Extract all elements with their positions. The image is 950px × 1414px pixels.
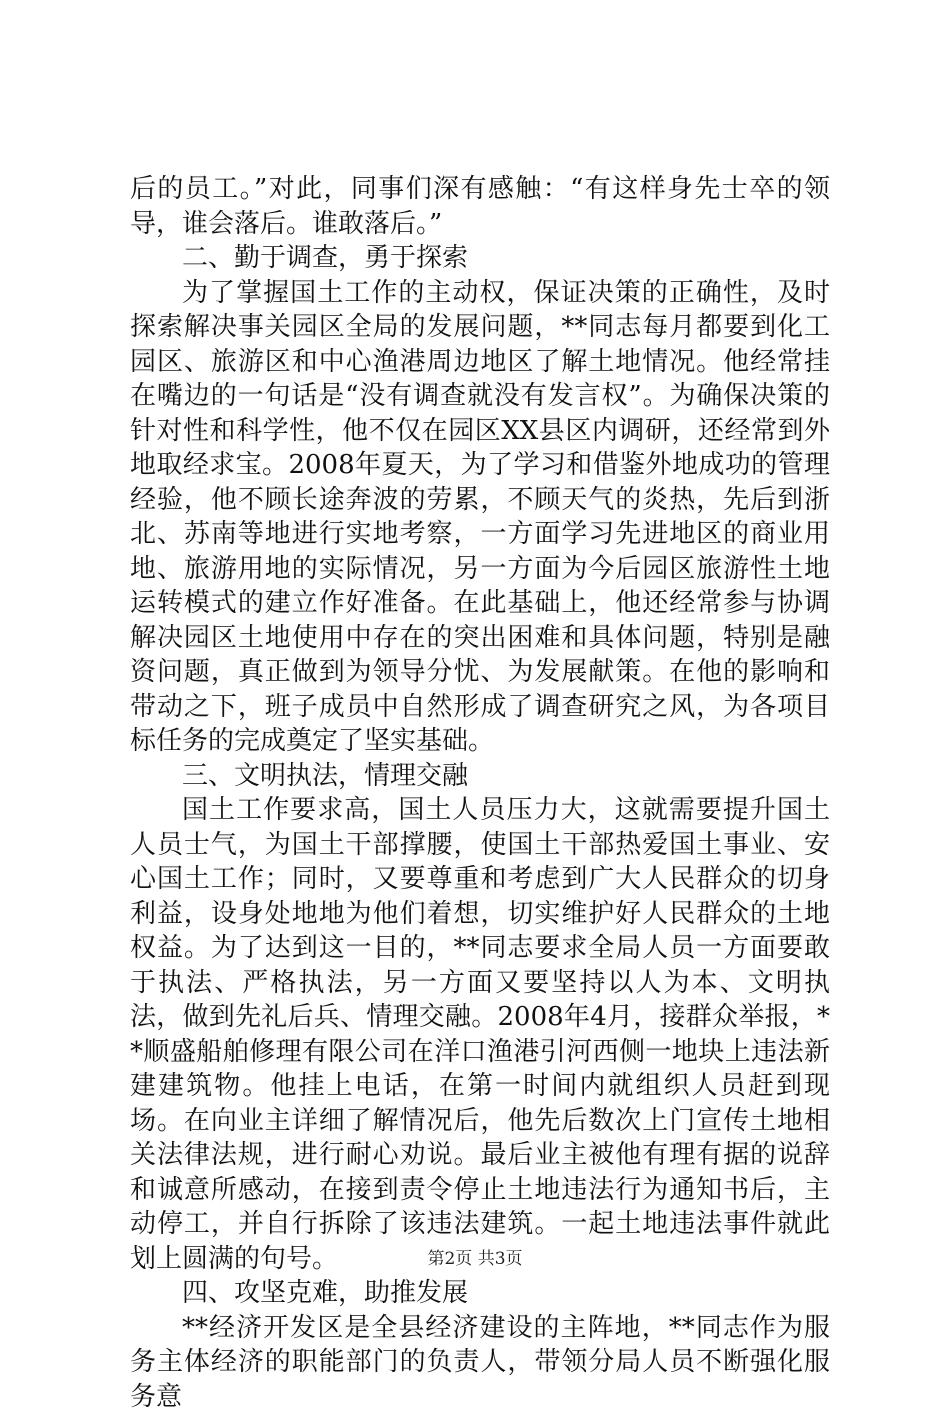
section-heading-4: 四、攻坚克难，助推发展 [130,1276,830,1311]
paragraph-development: **经济开发区是全县经济建设的主阵地，**同志作为服务主体经济的职能部门的负责人，带领分局人员不断强化服务意 [130,1311,830,1414]
paragraph-investigation: 为了掌握国土工作的主动权，保证决策的正确性，及时探索解决事关园区全局的发展问题，**同志每月都要到化工园区、旅游区和中心渔港周边地区了解土地情况。他经常挂在嘴边的一句话是“没有调查就没有发言权”。为确保决策的针对性和科学性，他不仅在园区XX县区内调研，还经常到外地取经求宝。2008年夏天，为了学习和借鉴外地成功的管理经验，他不顾长途奔波的劳累，不顾天气的炎热，先后到浙北、苏南等地进行实地考察，一方面学习先进地区的商业用地、旅游用地的实际情况，另一方面为今后园区旅游性土地运转模式的建立作好准备。在此基础上，他还经常参与协调解决园区土地使用中存在的突出困难和具体问题，特别是融资问题，真正做到为领导分忧、为发展献策。在他的影响和带动之下，班子成员中自然形成了调查研究之风，为各项目标任务的完成奠定了坚实基础。 [130,276,830,759]
page-number-footer: 第2页 共3页 [0,1244,950,1269]
section-heading-2: 二、勤于调查，勇于探索 [130,241,830,276]
document-body [130,172,830,1414]
paragraph-continuation: 后的员工。”对此，同事们深有感触：“有这样身先士卒的领导，谁会落后。谁敢落后。” [130,172,830,241]
paragraph-law-enforcement: 国土工作要求高，国土人员压力大，这就需要提升国土人员士气，为国土干部撑腰，使国土干部热爱国土事业、安心国土工作；同时，又要尊重和考虑到广大人民群众的切身利益，设身处地地为他们着想，切实维护好人民群众的土地权益。为了达到这一目的，**同志要求全局人员一方面要敢于执法、严格执法，另一方面又要坚持以人为本、文明执法，做到先礼后兵、情理交融。2008年4月，接群众举报，**顺盛船舶修理有限公司在洋口渔港引河西侧一地块上违法新建建筑物。他挂上电话，在第一时间内就组织人员赶到现场。在向业主详细了解情况后，他先后数次上门宣传土地相关法律法规，进行耐心劝说。最后业主被他有理有据的说辞和诚意所感动，在接到责令停止土地违法行为通知书后，主动停工，并自行拆除了该违法建筑。一起土地违法事件就此划上圆满的句号。 [130,793,830,1276]
section-heading-3: 三、文明执法，情理交融 [130,759,830,794]
